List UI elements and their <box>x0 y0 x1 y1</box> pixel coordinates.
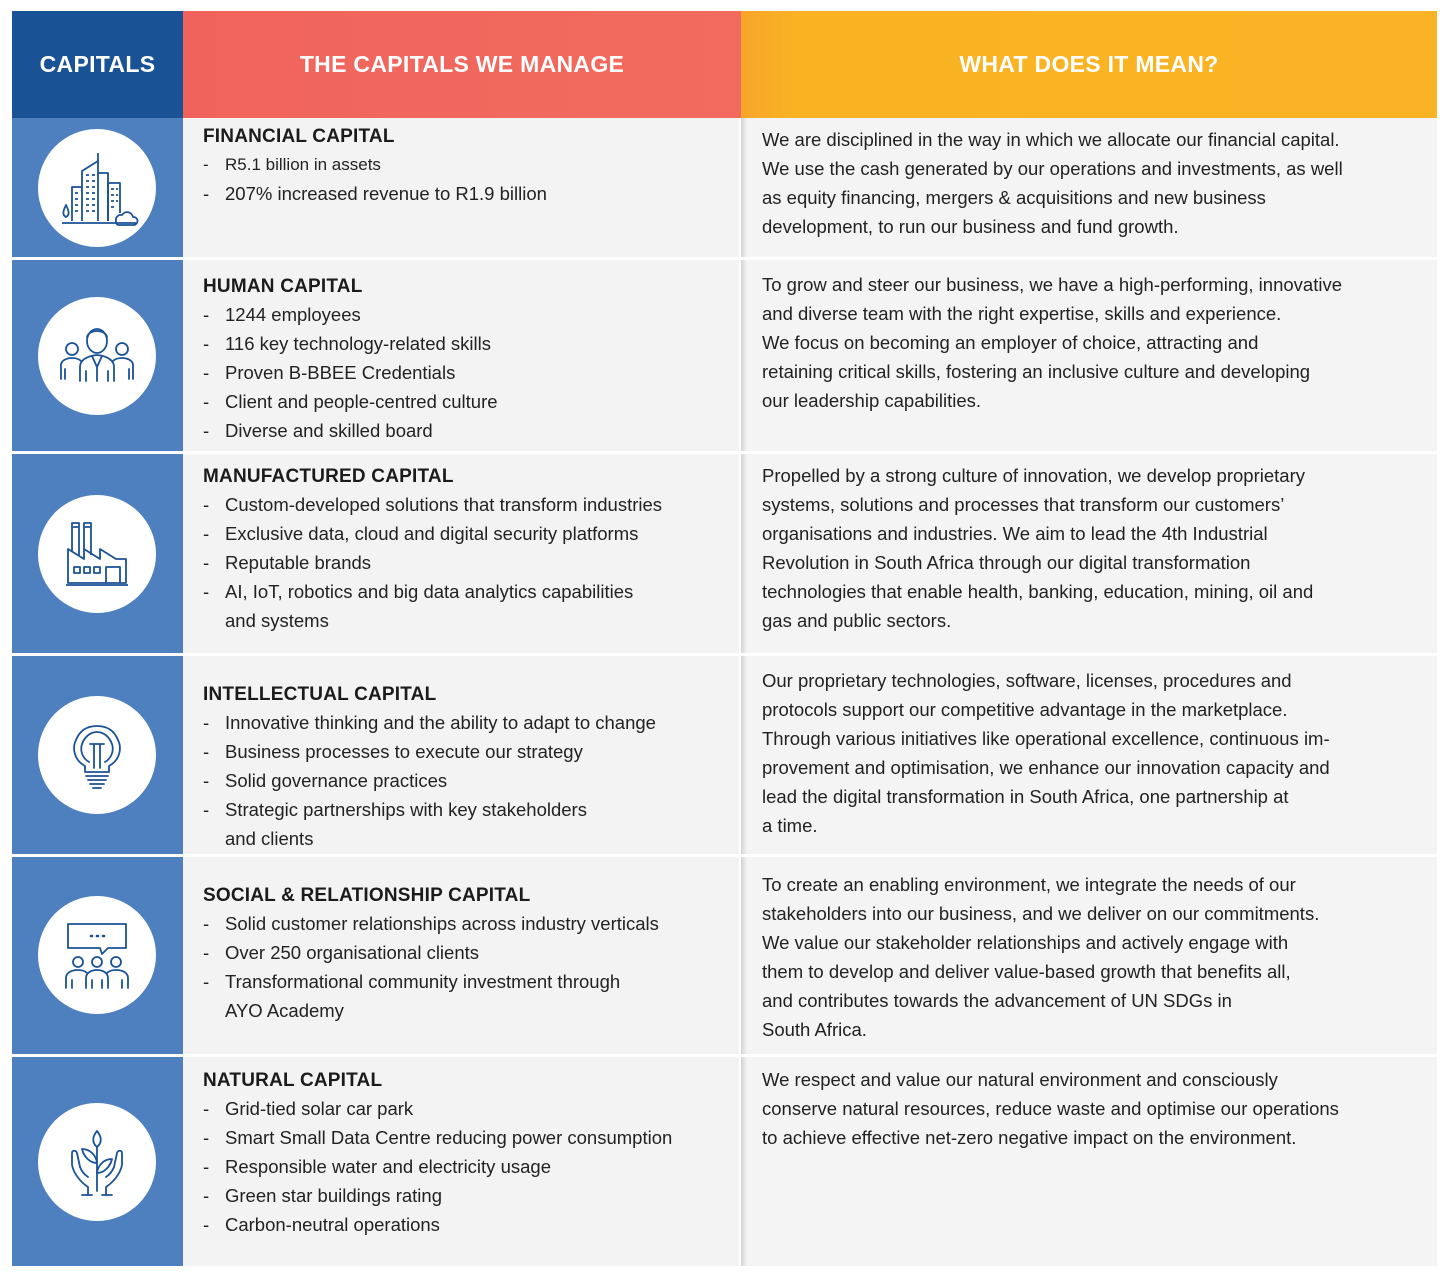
list-item: - Responsible water and electricity usage <box>203 1152 672 1181</box>
row-title: INTELLECTUAL CAPITAL <box>203 684 437 705</box>
row-title: HUMAN CAPITAL <box>203 276 363 297</box>
capital-description: To grow and steer our business, we have a high-performing, innovative and diverse team with the right expertise, skills and experience. We focus on becoming an employer of choice, attracting and retaining critical skills, fostering an inclusive culture and developing our leadership capabilities. <box>762 274 1342 411</box>
capital-items-list <box>203 300 498 445</box>
capital-items-list <box>203 909 659 1025</box>
capital-description: Our proprietary technologies, software, licenses, procedures and protocols support our competitive advantage in the marketplace. Through various initiatives like operational excellence, continuous im- provement and optimisation, we enhance our innovation capacity and lead the digital transformation in South Africa, one partnership at a time. <box>762 670 1330 836</box>
capital-description: We respect and value our natural environment and consciously conserve natural resources, reduce waste and optimise our operations to achieve effective net-zero negative impact on the environment. <box>762 1069 1339 1148</box>
row-financial-capital <box>12 118 1437 258</box>
capital-items-list <box>203 1094 672 1239</box>
row-title: NATURAL CAPITAL <box>203 1070 383 1091</box>
list-item: - R5.1 billion in assets <box>203 150 547 179</box>
row-title: FINANCIAL CAPITAL <box>203 126 395 147</box>
list-item: - Proven B-BBEE Credentials <box>203 358 498 387</box>
list-item: - Smart Small Data Centre reducing power consumption <box>203 1123 672 1152</box>
list-item: - 1244 employees <box>203 300 498 329</box>
list-item: - Client and people-centred culture <box>203 387 498 416</box>
list-item: - Green star buildings rating <box>203 1181 672 1210</box>
row-human-capital <box>12 260 1437 452</box>
row-natural-capital <box>12 1057 1437 1266</box>
list-item: - Grid-tied solar car park <box>203 1094 672 1123</box>
list-item: - Custom-developed solutions that transform industries <box>203 490 662 519</box>
row-social-relationship-capital <box>12 857 1437 1054</box>
community-chat-icon <box>38 896 156 1014</box>
people-icon <box>38 297 156 415</box>
factory-icon <box>38 495 156 613</box>
list-item: - Transformational community investment through AYO Academy <box>203 967 659 1025</box>
buildings-icon <box>38 129 156 247</box>
header-capitals-we-manage: THE CAPITALS WE MANAGE <box>183 11 741 118</box>
list-item: - 207% increased revenue to R1.9 billion <box>203 179 547 208</box>
header-capitals: CAPITALS <box>12 11 183 118</box>
capital-items-list <box>203 708 656 853</box>
list-item: - Exclusive data, cloud and digital security platforms <box>203 519 662 548</box>
row-intellectual-capital <box>12 656 1437 854</box>
capital-description: We are disciplined in the way in which we allocate our financial capital. We use the cash generated by our operations and investments, as well as equity financing, mergers & acquisitions and new business development, to run our business and fund growth. <box>762 129 1343 237</box>
lightbulb-icon <box>38 696 156 814</box>
capital-items-list <box>203 490 662 635</box>
row-manufactured-capital <box>12 454 1437 654</box>
capitals-table <box>12 11 1437 1266</box>
hands-plant-icon <box>38 1103 156 1221</box>
row-title: MANUFACTURED CAPITAL <box>203 466 454 487</box>
list-item: - Innovative thinking and the ability to adapt to change <box>203 708 656 737</box>
list-item: - Solid governance practices <box>203 766 656 795</box>
list-item: - Reputable brands <box>203 548 662 577</box>
list-item: - AI, IoT, robotics and big data analytics capabilities and systems <box>203 577 662 635</box>
list-item: - Solid customer relationships across industry verticals <box>203 909 659 938</box>
list-item: - Over 250 organisational clients <box>203 938 659 967</box>
capital-description: Propelled by a strong culture of innovation, we develop proprietary systems, solutions and processes that transform our customers’ organisations and industries. We aim to lead the 4th Industrial Revolution in South Africa through our digital transformation technologies that enable health, banking, education, mining, oil and gas and public sectors. <box>762 465 1314 631</box>
capital-items-list <box>203 150 547 208</box>
list-item: - Carbon-neutral operations <box>203 1210 672 1239</box>
list-item: - Strategic partnerships with key stakeholders and clients <box>203 795 656 853</box>
list-item: - Business processes to execute our strategy <box>203 737 656 766</box>
header-what-does-it-mean: WHAT DOES IT MEAN? <box>741 11 1437 118</box>
capital-description: To create an enabling environment, we integrate the needs of our stakeholders into our business, and we deliver on our commitments. We value our stakeholder relationships and actively engage with them to develop and deliver value-based growth that benefits all, and contributes towards the advancement of UN SDGs in South Africa. <box>762 874 1320 1040</box>
row-title: SOCIAL & RELATIONSHIP CAPITAL <box>203 885 531 906</box>
list-item: - 116 key technology-related skills <box>203 329 498 358</box>
list-item: - Diverse and skilled board <box>203 416 498 445</box>
